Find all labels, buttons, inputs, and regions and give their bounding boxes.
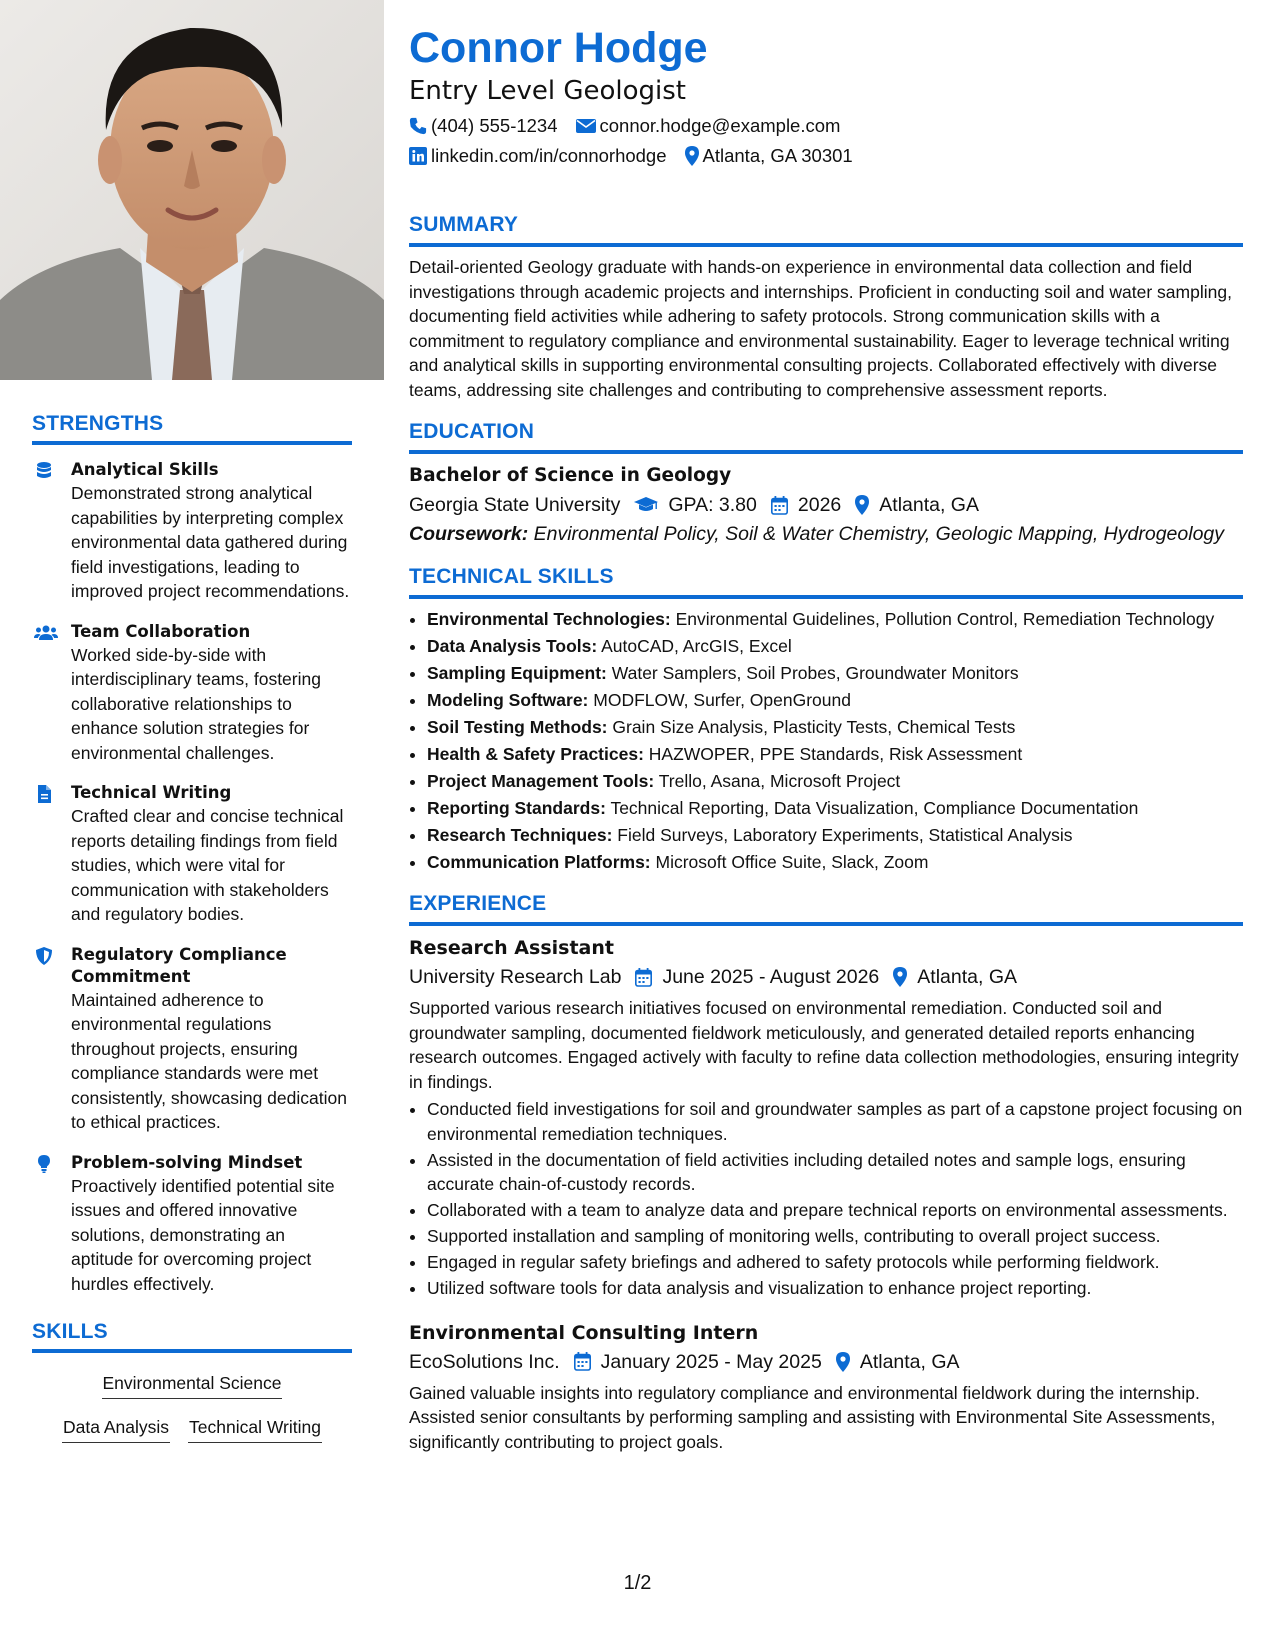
dates-text: January 2025 - May 2025	[600, 1350, 822, 1373]
location-text: Atlanta, GA	[879, 494, 979, 516]
skill-tag: Data Analysis	[62, 1413, 170, 1443]
contact-phone	[409, 113, 558, 139]
skill-label: Sampling Equipment:	[427, 662, 607, 683]
gpa-text: GPA: 3.80	[668, 494, 757, 516]
list-item	[427, 850, 1243, 875]
job-description: Gained valuable insights into regulatory compliance and environmental fieldwork during the internship. Assisted senior consultants by performing sampling and assisting with Environmental Site Assessments, significantly contributing to project goals.	[409, 1382, 1216, 1452]
strength-item	[32, 944, 352, 1135]
job-description: Supported various research initiatives focused on environmental remediation. Conducted soil and groundwater sampling, documented fieldwork meticulously, and generated detailed reports enhancing research outcomes. Engaged actively with faculty to refine data collection methodologies, ensuring integrity in findings.	[409, 998, 1239, 1092]
education-year	[771, 490, 841, 520]
map-pin-icon	[893, 967, 907, 987]
education-heading: EDUCATION	[409, 420, 1243, 454]
contact-email	[576, 113, 841, 139]
technical-skills-heading: TECHNICAL SKILLS	[409, 565, 1243, 599]
summary-text: Detail-oriented Geology graduate with hands-on experience in environmental data collection and field investigations through academic projects and internships. Proficient in conducting soil and water sampling, documenting field activities while adhering to safety protocols. Strong communication skills with a commitment to regulatory compliance and environmental sustainability. Eager to leverage technical writing and analytical skills in supporting environmental consulting projects. Collaborated effectively with diverse teams, addressing site challenges and contributing to comprehensive assessment reports.	[409, 257, 1232, 400]
job-location	[836, 1347, 960, 1377]
email-text[interactable]: connor.hodge@example.com	[599, 115, 841, 136]
skill-value: MODFLOW, Surfer, OpenGround	[588, 689, 851, 710]
education-school	[409, 490, 620, 520]
skill-value: Microsoft Office Suite, Slack, Zoom	[650, 851, 929, 872]
lightbulb-icon	[34, 1154, 54, 1174]
skill-value: Field Surveys, Laboratory Experiments, Statistical Analysis	[612, 824, 1073, 845]
school-name: Georgia State University	[409, 494, 621, 516]
strength-desc: Demonstrated strong analytical capabilities by interpreting complex environmental data gathered during field investigations, leading to improved project recommendations.	[71, 483, 350, 601]
skill-label: Project Management Tools:	[427, 770, 655, 791]
list-item	[427, 634, 1243, 659]
list-item: • Conducted field investigations for soil and groundwater samples as part of a capstone project focusing on environmental remediation techniques.	[427, 1097, 1243, 1146]
profile-photo	[0, 0, 384, 380]
job-entry	[409, 934, 1243, 1301]
strength-desc: Maintained adherence to environmental regulations throughout projects, ensuring compliance standards were met consistently, showcasing dedication to ethical practices.	[71, 989, 347, 1132]
skill-tag: Technical Writing	[188, 1413, 322, 1443]
skill-label: Communication Platforms:	[427, 851, 651, 872]
contact-row	[409, 113, 1243, 139]
list-item: • Engaged in regular safety briefings and adhered to safety protocols while performing fieldwork.	[427, 1250, 1243, 1275]
job-meta	[409, 962, 1243, 992]
education-location	[855, 490, 979, 520]
skill-label: Research Techniques:	[427, 824, 613, 845]
shield-icon	[34, 946, 54, 966]
left-column	[0, 0, 384, 1650]
skill-label: Health & Safety Practices:	[427, 743, 644, 764]
skill-label: Environmental Technologies:	[427, 608, 671, 629]
coursework-label: Coursework:	[409, 523, 529, 545]
list-item: • Utilized software tools for data analysis and visualization to enhance project reporting.	[427, 1276, 1243, 1301]
job-dates	[635, 962, 879, 992]
list-item	[427, 607, 1243, 632]
job-title: Environmental Consulting Intern	[409, 1321, 759, 1344]
location-text: Atlanta, GA	[859, 1350, 960, 1373]
technical-skills-section	[409, 565, 1243, 875]
education-meta	[409, 490, 1243, 520]
coursework-text: Environmental Policy, Soil & Water Chemistry, Geologic Mapping, Hydrogeology	[528, 523, 1225, 545]
skill-label: Modeling Software:	[427, 689, 589, 710]
strength-item	[32, 1152, 352, 1297]
envelope-icon	[576, 118, 596, 134]
list-item: • Collaborated with a team to analyze data and prepare technical reports on environmental assessments.	[427, 1198, 1243, 1223]
calendar-icon	[771, 496, 788, 515]
education-gpa	[634, 490, 757, 520]
education-degree: Bachelor of Science in Geology	[409, 465, 732, 486]
list-item	[427, 661, 1243, 686]
strength-desc: Proactively identified potential site issues and offered innovative solutions, demonstrating an aptitude for overcoming project hurdles effectively.	[71, 1175, 335, 1294]
strength-desc: Worked side-by-side with interdisciplinary teams, fostering collaborative relationships to enhance solution strategies for environmental challenges.	[71, 644, 321, 763]
strengths-list	[32, 459, 352, 1296]
summary-heading: SUMMARY	[409, 213, 1243, 247]
job-org	[409, 962, 621, 992]
education-section	[409, 420, 1243, 547]
experience-section	[409, 892, 1243, 1454]
org-text: EcoSolutions Inc.	[409, 1350, 560, 1373]
candidate-name: Connor Hodge	[409, 24, 708, 72]
list-item	[427, 796, 1243, 821]
strength-title: Analytical Skills	[71, 460, 219, 479]
skill-value: AutoCAD, ArcGIS, Excel	[597, 635, 792, 656]
strengths-heading: STRENGTHS	[32, 412, 352, 445]
strength-item	[32, 621, 352, 766]
summary-section	[409, 213, 1243, 402]
job-bullets	[409, 1097, 1243, 1301]
list-item	[427, 769, 1243, 794]
skill-value: Water Samplers, Soil Probes, Groundwater Monitors	[606, 662, 1019, 683]
skill-label: Data Analysis Tools:	[427, 635, 598, 656]
skills-tags	[32, 1369, 352, 1443]
list-item	[427, 688, 1243, 713]
phone-icon	[409, 117, 427, 135]
job-org	[409, 1347, 560, 1377]
skill-value: Trello, Asana, Microsoft Project	[654, 770, 901, 791]
experience-heading: EXPERIENCE	[409, 892, 1243, 926]
org-text: University Research Lab	[409, 966, 622, 988]
year-text: 2026	[797, 494, 842, 516]
skill-value: Grain Size Analysis, Plasticity Tests, Chemical Tests	[607, 716, 1016, 737]
location-text: Atlanta, GA	[917, 966, 1017, 988]
list-item	[427, 715, 1243, 740]
list-item	[427, 742, 1243, 767]
list-item	[427, 823, 1243, 848]
strength-title: Problem-solving Mindset	[71, 1152, 303, 1172]
page-number: 1/2	[623, 1572, 652, 1594]
skill-value: Technical Reporting, Data Visualization, Compliance Documentation	[605, 797, 1139, 818]
skill-value: Environmental Guidelines, Pollution Control, Remediation Technology	[670, 608, 1215, 629]
strength-item	[32, 459, 352, 604]
linkedin-text[interactable]: linkedin.com/in/connorhodge	[431, 145, 667, 166]
contact-linkedin	[409, 143, 667, 169]
linkedin-icon	[409, 147, 427, 165]
strength-desc: Crafted clear and concise technical reports detailing findings from field studies, which were vital for communication with stakeholders and regulatory bodies.	[71, 806, 344, 924]
candidate-title: Entry Level Geologist	[409, 76, 686, 106]
job-meta	[409, 1347, 1243, 1377]
strength-title: Technical Writing	[71, 783, 232, 802]
graduation-cap-icon	[634, 496, 658, 514]
skill-label: Reporting Standards:	[427, 797, 606, 818]
dates-text: June 2025 - August 2026	[662, 966, 880, 988]
strength-item	[32, 782, 352, 927]
contact-location	[685, 143, 853, 169]
job-entry	[409, 1319, 1243, 1455]
contact-row-2	[409, 143, 1243, 169]
location-text: Atlanta, GA 30301	[702, 145, 853, 166]
users-icon	[34, 623, 58, 643]
job-location	[893, 962, 1017, 992]
right-column	[409, 22, 1243, 1468]
strength-title: Team Collaboration	[71, 621, 251, 641]
database-icon	[34, 461, 54, 481]
strength-title: Regulatory Compliance Commitment	[71, 944, 287, 986]
skill-value: HAZWOPER, PPE Standards, Risk Assessment	[643, 743, 1023, 764]
coursework	[409, 522, 1243, 547]
map-pin-icon	[685, 146, 699, 166]
technical-skills-list	[409, 607, 1243, 875]
list-item: • Assisted in the documentation of field activities including detailed notes and sample logs, ensuring accurate chain-of-custody records.	[427, 1148, 1243, 1197]
skill-label: Soil Testing Methods:	[427, 716, 608, 737]
calendar-icon	[574, 1352, 591, 1371]
map-pin-icon	[836, 1352, 850, 1372]
skills-heading: SKILLS	[32, 1320, 352, 1353]
map-pin-icon	[855, 495, 869, 515]
job-title: Research Assistant	[409, 937, 614, 959]
skill-tag: Environmental Science	[102, 1369, 283, 1399]
file-icon	[34, 784, 54, 804]
calendar-icon	[635, 968, 652, 987]
job-dates	[574, 1347, 822, 1377]
phone-text: (404) 555-1234	[431, 115, 558, 136]
list-item: • Supported installation and sampling of monitoring wells, contributing to overall project success.	[427, 1224, 1243, 1249]
